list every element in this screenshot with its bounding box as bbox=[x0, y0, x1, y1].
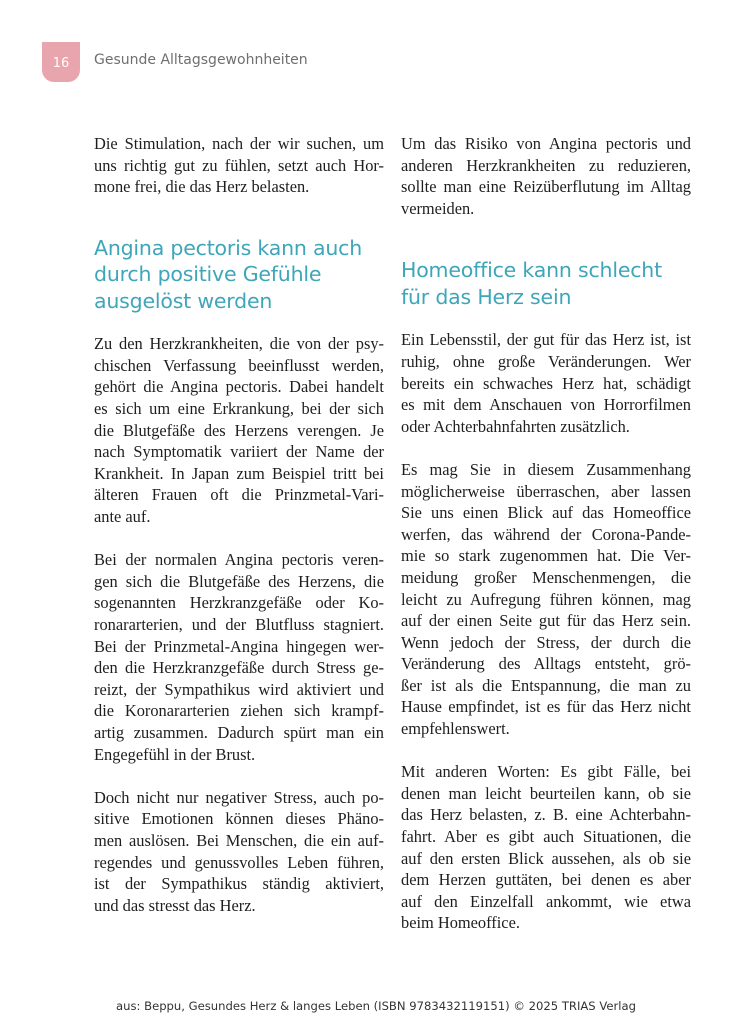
text-line: den die Herzkranzgefäße durch Stress ge- bbox=[94, 658, 384, 678]
running-head: Gesunde Alltagsgewohnheiten bbox=[94, 52, 308, 68]
text-line: die Koronararterien ziehen sich krampf- bbox=[94, 701, 384, 721]
text-line: Engegefühl in der Brust. bbox=[94, 744, 256, 764]
heading-line: durch positive Gefühle bbox=[94, 262, 322, 287]
text-line: möglicherweise überraschen, aber lassen bbox=[401, 481, 691, 501]
text-line: sogenannten Herzkranzgefäße oder Ko- bbox=[94, 593, 384, 613]
text-line: gen sich die Blutgefäße des Herzens, die bbox=[94, 571, 384, 591]
text-line: fahrt. Aber es gibt auch Situationen, die bbox=[401, 827, 691, 847]
text-line: Um das Risiko von Angina pectoris und bbox=[401, 134, 691, 153]
page-number: 16 bbox=[52, 56, 70, 71]
left-column bbox=[94, 133, 384, 938]
text-line: meidung großer Menschenmengen, die bbox=[401, 567, 691, 587]
text-line: Sie uns einen Blick auf das Homeoffice bbox=[401, 503, 691, 523]
text-line: Es mag Sie in diesem Zusammenhang bbox=[401, 459, 691, 479]
text-line: denen man leicht beurteilen kann, ob sie bbox=[401, 783, 691, 803]
text-line: es sich um eine Erkrankung, bei der sich bbox=[94, 399, 384, 419]
left-section-heading bbox=[94, 235, 384, 315]
left-intro-paragraph bbox=[94, 133, 384, 198]
text-line: reizt, der Sympathikus wird aktiviert und bbox=[94, 679, 384, 699]
text-line: Veränderung des Alltags entsteht, grö- bbox=[401, 654, 691, 674]
text-line: ruhig, ohne große Veränderungen. Wer bbox=[401, 351, 691, 371]
text-line: mone frei, die das Herz belasten. bbox=[94, 177, 310, 197]
text-line: bereits ein schwaches Herz hat, schädigt bbox=[401, 373, 691, 393]
text-line: artig zusammen. Dadurch spürt man ein bbox=[94, 722, 384, 742]
text-line: Zu den Herzkrankheiten, die von der psy- bbox=[94, 334, 384, 354]
heading-line: Homeoffice kann schlecht bbox=[401, 258, 662, 283]
text-line: Bei der Prinzmetal-Angina hingegen wer- bbox=[94, 636, 384, 656]
text-line: auf den Einzelfall ankommt, wie etwa bbox=[401, 891, 691, 911]
right-column bbox=[401, 133, 691, 956]
text-line: oder Achterbahnfahrten zusätzlich. bbox=[401, 416, 630, 436]
text-line: uns richtig gut zu fühlen, setzt auch Hor- bbox=[94, 155, 384, 175]
text-line: das Herz belasten, z. B. eine Achterbahn- bbox=[401, 805, 691, 825]
right-paragraph-2 bbox=[401, 459, 691, 740]
right-intro-paragraph bbox=[401, 133, 691, 219]
text-line: Hause empfindet, ist es für das Herz nicht bbox=[401, 697, 691, 717]
text-line: Mit anderen Worten: Es gibt Fälle, bei bbox=[401, 762, 691, 782]
text-line: Krankheit. In Japan zum Beispiel tritt bei bbox=[94, 463, 384, 483]
text-line: men auslösen. Bei Menschen, die ein auf- bbox=[94, 830, 384, 850]
right-paragraph-3 bbox=[401, 761, 691, 934]
text-line: mie so stark zugenommen hat. Die Ver- bbox=[401, 546, 691, 566]
text-line: auf den ersten Blick aussehen, als ob sie bbox=[401, 848, 691, 868]
text-line: chischen Verfassung beeinflusst werden, bbox=[94, 355, 384, 375]
text-line: Bei der normalen Angina pectoris veren- bbox=[94, 550, 384, 570]
text-line: älteren Frauen oft die Prinzmetal-Vari- bbox=[94, 485, 384, 505]
right-section-heading bbox=[401, 257, 691, 310]
text-line: regendes und genussvolles Leben führen, bbox=[94, 852, 384, 872]
text-line: ßer ist als die Entspannung, die man zu bbox=[401, 675, 691, 695]
text-line: es mit dem Anschauen von Horrorfilmen bbox=[401, 395, 691, 415]
text-line: ronararterien, und der Blutfluss stagniert. bbox=[94, 615, 384, 634]
footer-credit: aus: Beppu, Gesundes Herz & langes Leben (ISBN 9783432119151) © 2025 TRIAS Verlag bbox=[116, 999, 636, 1013]
text-line: vermeiden. bbox=[401, 198, 475, 218]
right-paragraph-1 bbox=[401, 329, 691, 437]
heading-line: für das Herz sein bbox=[401, 284, 572, 309]
text-line: Doch nicht nur negativer Stress, auch po- bbox=[94, 787, 384, 807]
text-line: werfen, das während der Corona-Pande- bbox=[401, 524, 691, 544]
text-line: beim Homeoffice. bbox=[401, 913, 520, 933]
text-line: ist der Sympathikus ständig aktiviert, bbox=[94, 874, 384, 894]
text-line: sollte man eine Reizüberflutung im Alltag bbox=[401, 177, 691, 197]
text-line: die Blutgefäße des Herzens verengen. Je bbox=[94, 420, 384, 440]
text-line: Ein Lebensstil, der gut für das Herz ist, ist bbox=[401, 330, 691, 350]
text-line: sitive Emotionen können dieses Phäno- bbox=[94, 809, 384, 829]
heading-line: ausgelöst werden bbox=[94, 288, 273, 313]
text-line: empfehlenswert. bbox=[401, 719, 510, 739]
left-paragraph-1 bbox=[94, 333, 384, 527]
text-line: Wenn jedoch der Stress, der durch die bbox=[401, 632, 691, 652]
text-line: nach Symptomatik variiert der Name der bbox=[94, 442, 384, 462]
text-line: gehört die Angina pectoris. Dabei handelt bbox=[94, 377, 384, 397]
text-line: und das stresst das Herz. bbox=[94, 895, 256, 915]
left-paragraph-2 bbox=[94, 549, 384, 765]
text-line: Die Stimulation, nach der wir suchen, um bbox=[94, 134, 384, 153]
text-line: ante auf. bbox=[94, 507, 151, 527]
text-line: anderen Herzkrankheiten zu reduzieren, bbox=[401, 155, 691, 175]
page-number-tab bbox=[42, 42, 80, 82]
left-paragraph-3 bbox=[94, 787, 384, 917]
heading-line: Angina pectoris kann auch bbox=[94, 235, 362, 260]
text-line: auf der einen Seite gut für das Herz sein. bbox=[401, 611, 691, 631]
text-line: dem Herzen guttäten, bei denen es aber bbox=[401, 870, 691, 890]
text-line: leicht zu Aufregung führen können, mag bbox=[401, 589, 691, 609]
